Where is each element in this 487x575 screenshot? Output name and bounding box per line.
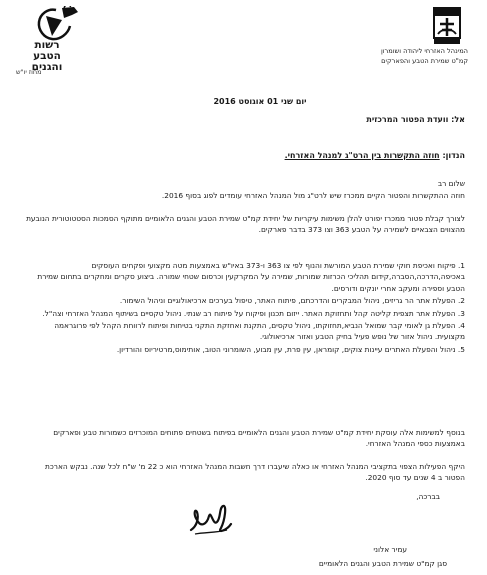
district-code: מחוז יו"ש	[16, 68, 42, 76]
subject-line	[285, 151, 465, 160]
logo-word-2: הטבע	[33, 50, 61, 62]
signer-title: סגן קמ"ט שמירת הטבע והגנים הלאומיים	[318, 559, 447, 568]
paragraph-exemption-request: לצורך קבלת פטור ממכרז יפורט להלן משימות עיקריות של יחידת קמ"ט שמירת הטבע והגנים הלאומיים מתוקף הסמכות הסטטוטורית הנובעת מהצווים הצבאיים לשמירה על הטבע 363 וצו 373 בדבר פארקים.	[26, 214, 465, 235]
paragraph-development: בנוסף למשימות אלה עוסקת יחידת קמ"ט שמירת הטבע והגנים הלאומיים בפיתוח בשטחים פתוחים המוכרזים כשמורות טבע ופארקים באמצעות כספי המנהל האזרחי.	[53, 428, 465, 449]
emblem-icon	[432, 6, 462, 46]
list-item: 5. ניהול והפעלת האתרים עיינות צוקים, קומראן, עין פרת, עין מבוע, השומרוני הטוב, אותימוס,מרטיריוס והורדיון.	[116, 344, 465, 354]
signer-name: עמיר אלוני	[373, 545, 407, 554]
logo-word-1: רשות	[34, 39, 60, 51]
paragraph-contract-expiry: חוזה ההתקשרות והפטור הקיים ממכרז שיש לרט"ג מול המנהל האזרחי עומדים לפוג בסוף 2016.	[161, 191, 465, 200]
list-item: 2. הפעלת אתר הר גריזים, ניהול המבקרים והדרכתם, פיתוח האתר, טיפול בערכים ארכיאולוגיים וניהול השימור.	[119, 296, 465, 306]
logo-word-3: והגנים	[31, 61, 63, 73]
list-item: 1. פיקוח ואכיפת חוקי שמירת הטבע המורשת והנוף לפי צו 363 ו-373 באיו"ש באמצעות מטה מקצועי ופקחים העוסקים באכיפה,הדרכה,הסברה,קידום תהליכי הכרזות שמורות, שמירה על המקרקעין וכרסום שטחי שמורה. ביצוע סקרים ומחקרים בתחום שמירת הטבע וספירה ומעקב אחרי יונקים ודורסים.	[37, 261, 465, 293]
nature-parks-authority-logo	[22, 4, 82, 74]
greeting: שלום רב	[437, 179, 465, 188]
closing: בברכה,	[416, 492, 440, 501]
subject-prefix: הנדון:	[439, 151, 465, 160]
duties-list	[25, 260, 465, 356]
org-line-1: המינהל האזרחי ליהודה ושומרון	[380, 47, 468, 55]
organization-header	[300, 47, 468, 66]
list-item: 4. הפעלת גן לאומי קבר שמואל הנביא,תחזוקתו, ניהול טקסים, התקנת ואחזקת התקני בטיחות ופיתוח לרווחת הקהל לפי פרוגראמה מקצועית. ניהול אזור של נופש פעיל בחיק הטבע ואזור ארכיאולוגי.	[54, 321, 465, 342]
org-line-2: קמ"ט שמירת הטבע והפארקים	[381, 56, 468, 65]
paragraph-budget: היקף הפעילות הצפוי בתקציבי המנהל האזרחי או כאלה שיעברו דרך חשבות המנהל האזרחי הוא כ 22 מ' ש"ח לכל שנה. נבקש הארכת הפטור ב 4 שנים עד סוף 2020.	[45, 462, 465, 483]
list-item: 3. הפעלת אתר תצפית קליטה קהל ותחזוקת האתר. ייזום תכנון ופיקוח על פיתוח רב שנתי. ניהול טקסיים בשיתוף המנהל האזרחי וצה"ל.	[42, 308, 465, 318]
letter-date: יום שני 01 אוגוסט 2016	[213, 97, 307, 106]
gazelle-icon	[34, 6, 80, 42]
civil-administration-emblem	[432, 6, 462, 46]
handwritten-signature	[187, 500, 235, 540]
subject-text: חוזה התקשרות בין הרט"ג למנהל האזרחי.	[284, 151, 440, 160]
recipient-line: אל: וועדת הפטור המרכזית	[366, 115, 465, 124]
